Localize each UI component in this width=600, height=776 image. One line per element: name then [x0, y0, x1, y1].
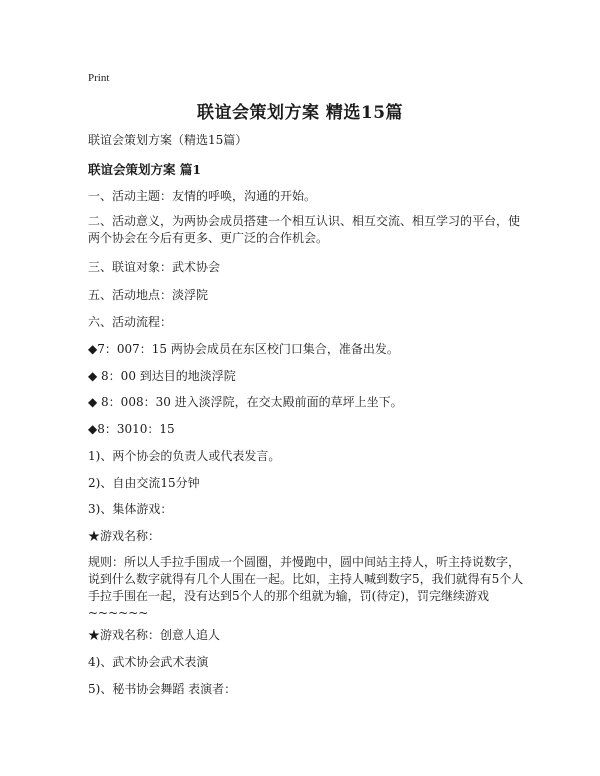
document-title: 联谊会策划方案 精选15篇 — [196, 103, 404, 123]
paragraph-location: 五、活动地点：淡浮院 — [88, 288, 209, 302]
paragraph-target: 三、联谊对象：武术协会 — [88, 260, 221, 274]
section-heading: 联谊会策划方案 篇1 — [88, 162, 202, 177]
list-item: ◆8：3010：15 — [88, 422, 175, 436]
print-link[interactable]: Print — [88, 72, 110, 84]
list-item: ◆7：007：15 两协会成员在东区校门口集合，准备出发。 — [88, 342, 399, 356]
list-item: ★游戏名称： — [88, 529, 161, 543]
document-subtitle: 联谊会策划方案（精选15篇） — [88, 133, 248, 147]
paragraph-theme: 一、活动主题：友情的呼唤，沟通的开始。 — [88, 189, 317, 203]
list-item: 2)、自由交流15分钟 — [88, 476, 200, 490]
paragraph-game-rules: 规则：所以人手拉手围成一个圆圈，并慢跑中，圆中间站主持人，听主持说数字，说到什么数字就得有几个人围在一起。比如，主持人喊到数字5，我们就得有5个人手拉手围在一起，没有达到5个人的那个组就为输，罚(待定)，罚完继续游戏 ~~~~~~ — [88, 555, 524, 620]
paragraph-process: 六、活动流程： — [88, 315, 173, 329]
paragraph-significance: 二、活动意义，为两协会成员搭建一个相互认识、相互交流、相互学习的平台，使两个协会在今后有更多、更广泛的合作机会。 — [88, 214, 521, 245]
list-item: 5)、秘书协会舞蹈 表演者： — [88, 682, 237, 696]
list-item: 3)、集体游戏： — [88, 502, 173, 516]
list-item: ◆ 8：008：30 进入淡浮院，在交太殿前面的草坪上坐下。 — [88, 395, 403, 409]
list-item: ◆ 8：00 到达目的地淡浮院 — [88, 369, 236, 383]
list-item: 4)、武术协会武术表演 — [88, 655, 209, 669]
list-item: 1)、两个协会的负责人或代表发言。 — [88, 449, 281, 463]
list-item: ★游戏名称：创意人追人 — [88, 628, 221, 642]
